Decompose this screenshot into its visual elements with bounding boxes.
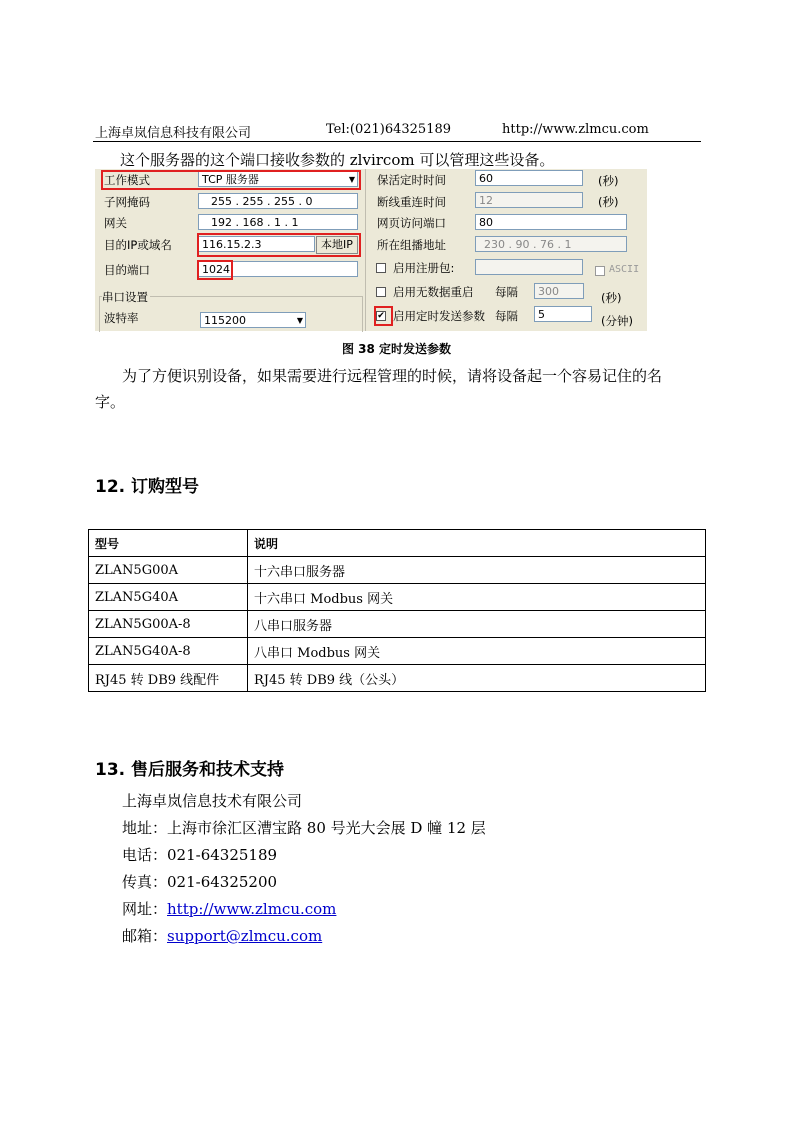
website-label: 网址：	[122, 900, 168, 918]
table-row	[89, 665, 706, 692]
multicast-input[interactable]: 230 . 90 . 76 . 1	[475, 236, 627, 252]
timed-send-checkbox[interactable]: ✔	[377, 311, 385, 321]
gateway-input[interactable]: 192 . 168 . 1 . 1	[198, 214, 358, 230]
dest-ip-label: 目的IP或域名	[104, 238, 172, 252]
order-table	[88, 529, 706, 692]
table-row	[89, 584, 706, 611]
contact-phone: 电话：021-64325189	[122, 846, 278, 864]
no-data-input[interactable]: 300	[534, 283, 584, 299]
header-url: http://www.zlmcu.com	[502, 122, 649, 137]
table-row	[89, 557, 706, 584]
keepalive-unit: (秒)	[598, 174, 619, 188]
highlight-work-mode	[101, 170, 361, 190]
every-label-2: 每隔	[495, 309, 518, 323]
local-ip-button[interactable]: 本地IP	[316, 236, 358, 254]
description-cell: 十六串口 Modbus 网关	[248, 584, 706, 611]
highlight-dest-ip	[197, 233, 361, 257]
work-mode-label: 工作模式	[104, 173, 150, 187]
table-row	[89, 611, 706, 638]
work-mode-value: TCP 服务器	[202, 173, 259, 186]
model-cell: ZLAN5G00A-8	[89, 611, 248, 638]
contact-company: 上海卓岚信息技术有限公司	[122, 792, 303, 810]
chevron-down-icon: ▼	[348, 175, 355, 184]
contact-email-row	[122, 925, 322, 946]
baud-value: 115200	[204, 314, 246, 327]
every-label-1: 每隔	[495, 285, 518, 299]
reconnect-unit: (秒)	[598, 195, 619, 209]
gateway-label: 网关	[104, 216, 127, 230]
description-cell: 八串口服务器	[248, 611, 706, 638]
chevron-down-icon: ▼	[296, 316, 303, 325]
email-label: 邮箱：	[122, 927, 168, 945]
header-model: 型号	[89, 530, 248, 557]
dialog-divider	[365, 169, 366, 331]
section-13-title: 13. 售后服务和技术支持	[95, 760, 285, 780]
contact-website-row	[122, 898, 336, 919]
header-company: 上海卓岚信息科技有限公司	[95, 126, 252, 141]
timed-send-label: 启用定时发送参数	[393, 309, 485, 323]
timed-send-input[interactable]: 5	[534, 306, 592, 322]
model-cell: ZLAN5G40A	[89, 584, 248, 611]
register-label: 启用注册包:	[393, 261, 455, 275]
keepalive-input[interactable]: 60	[475, 170, 583, 186]
serial-group-label: 串口设置	[102, 290, 148, 304]
register-checkbox[interactable]	[376, 263, 386, 273]
table-header-row	[89, 530, 706, 557]
description-cell: 八串口 Modbus 网关	[248, 638, 706, 665]
no-data-restart-label: 启用无数据重启	[393, 285, 474, 299]
baud-label: 波特率	[104, 311, 139, 325]
description-cell: RJ45 转 DB9 线（公头）	[248, 665, 706, 692]
dest-port-label: 目的端口	[104, 263, 150, 277]
subnet-label: 子网掩码	[104, 195, 150, 209]
description-cell: 十六串口服务器	[248, 557, 706, 584]
multicast-label: 所在组播地址	[377, 238, 446, 252]
dest-port-input[interactable]: 1024	[198, 261, 358, 277]
header-description: 说明	[248, 530, 706, 557]
register-input[interactable]	[475, 259, 583, 275]
model-cell: RJ45 转 DB9 线配件	[89, 665, 248, 692]
reconnect-input[interactable]: 12	[475, 192, 583, 208]
email-link[interactable]: support@zlmcu.com	[167, 927, 323, 945]
subnet-input[interactable]: 255 . 255 . 255 . 0	[198, 193, 358, 209]
highlight-timed-send	[374, 306, 393, 326]
website-link[interactable]: http://www.zlmcu.com	[167, 900, 337, 918]
config-dialog-screenshot	[95, 169, 647, 331]
model-cell: ZLAN5G40A-8	[89, 638, 248, 665]
reconnect-label: 断线重连时间	[377, 195, 446, 209]
web-port-input[interactable]: 80	[475, 214, 627, 230]
model-cell: ZLAN5G00A	[89, 557, 248, 584]
keepalive-label: 保活定时时间	[377, 173, 446, 187]
header-divider	[93, 141, 701, 142]
contact-address: 地址：上海市徐汇区漕宝路 80 号光大会展 D 幢 12 层	[122, 819, 486, 837]
dest-ip-input[interactable]: 116.15.2.3	[198, 236, 315, 252]
figure-caption: 图 38 定时发送参数	[341, 342, 452, 356]
web-port-label: 网页访问端口	[377, 216, 446, 230]
intro-paragraph: 这个服务器的这个端口接收参数的 zlvircom 可以管理这些设备。	[120, 151, 555, 169]
header-tel: Tel:(021)64325189	[326, 122, 452, 137]
section-12-title: 12. 订购型号	[95, 477, 200, 497]
ascii-checkbox[interactable]	[595, 266, 605, 276]
no-data-unit: (秒)	[601, 291, 622, 305]
ascii-label: ASCII	[609, 264, 640, 275]
para2-line2: 字。	[95, 393, 126, 411]
highlight-dest-port	[197, 260, 233, 280]
para2-line1: 为了方便识别设备，如果需要进行远程管理的时候，请将设备起一个容易记住的名	[122, 367, 663, 385]
baud-select[interactable]	[200, 312, 306, 328]
contact-fax: 传真：021-64325200	[122, 873, 278, 891]
no-data-restart-checkbox[interactable]	[376, 287, 386, 297]
timed-send-unit: (分钟)	[601, 314, 633, 328]
table-row	[89, 638, 706, 665]
